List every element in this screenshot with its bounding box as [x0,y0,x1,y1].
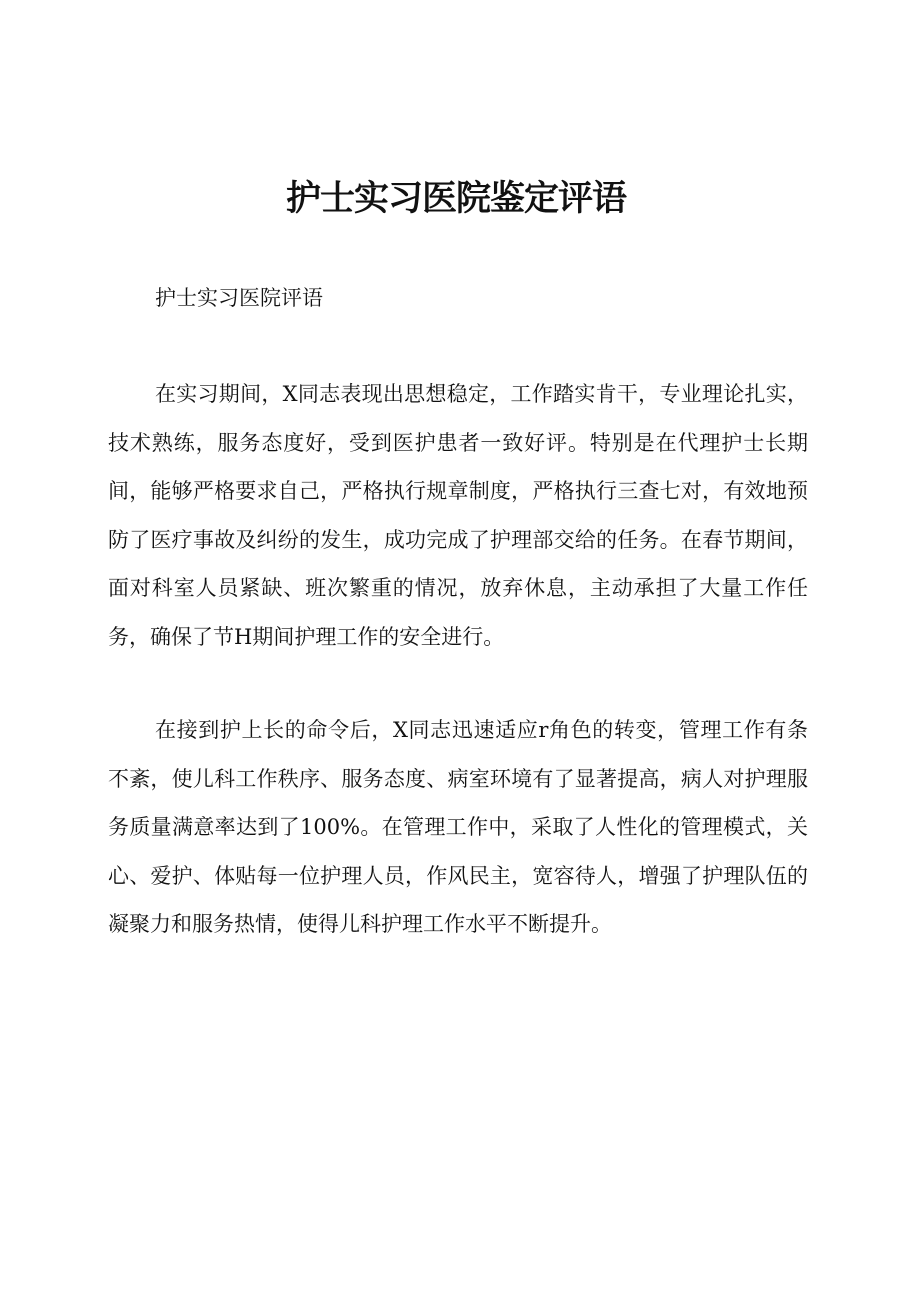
paragraph-2: 在接到护上长的命令后，X同志迅速适应r角色的转变，管理工作有条不紊，使儿科工作秩序、服务态度、病室环境有了显著提高，病人对护理服务质量满意率达到了100%。在管理工作中，采取了人性化的管理模式，关心、爱护、体贴每一位护理人员，作风民主，宽容待人，增强了护理队伍的凝聚力和服务热情，使得儿科护理工作水平不断提升。 [108,718,808,937]
document-subtitle: 护士实习医院评语 [155,286,323,310]
document-title: 护士实习医院鉴定评语 [285,179,626,219]
paragraph-1: 在实习期间，X同志表现出思想稳定，工作踏实肯干，专业理论扎实，技术熟练，服务态度好，受到医护患者一致好评。特别是在代理护士长期间，能够严格要求自己，严格执行规章制度，严格执行三查七对，有效地预防了医疗事故及纠纷的发生，成功完成了护理部交给的任务。在春节期间，面对科室人员紧缺、班次繁重的情况，放弃休息，主动承担了大量工作任务，确保了节H期间护理工作的安全进行。 [108,382,808,649]
